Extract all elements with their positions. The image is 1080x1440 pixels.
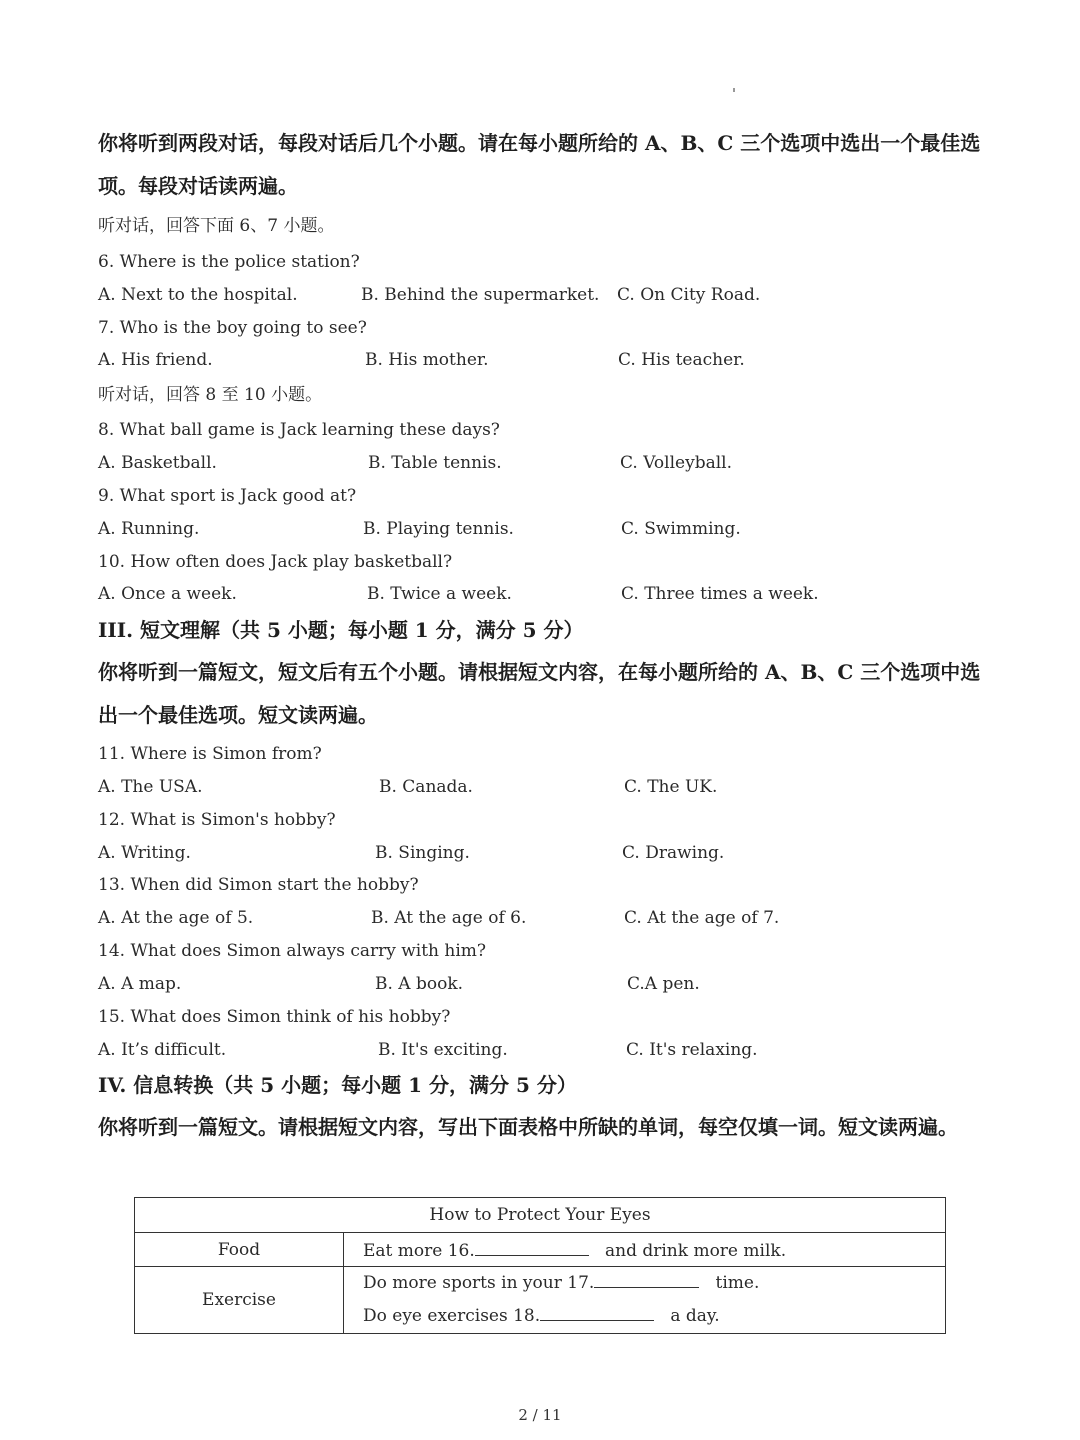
dialogue1-intro: 听对话，回答下面 6、7 小题。 (98, 216, 335, 236)
q10-option-c: C. Three times a week. (621, 584, 819, 604)
q6-option-b: B. Behind the supermarket. (361, 285, 600, 305)
section3-heading: III. 短文理解（共 5 小题；每小题 1 分，满分 5 分） (98, 618, 584, 642)
page-number: 2 / 11 (518, 1406, 562, 1424)
exercise-cell (344, 1267, 946, 1334)
food-text-pre: Eat more 16. (363, 1240, 475, 1261)
q7-option-b: B. His mother. (365, 350, 489, 370)
question-6: 6. Where is the police station? (98, 252, 360, 272)
question-8: 8. What ball game is Jack learning these days? (98, 420, 500, 440)
question-9: 9. What sport is Jack good at? (98, 486, 357, 506)
q6-option-c: C. On City Road. (617, 285, 761, 305)
q11-option-b: B. Canada. (379, 777, 473, 797)
q15-option-a: A. It’s difficult. (98, 1040, 227, 1060)
q8-option-b: B. Table tennis. (368, 453, 502, 473)
ex1-text-post: time. (715, 1273, 760, 1293)
q9-option-b: B. Playing tennis. (363, 519, 514, 539)
q9-option-c: C. Swimming. (621, 519, 741, 539)
question-12: 12. What is Simon's hobby? (98, 810, 336, 830)
q12-option-a: A. Writing. (98, 843, 191, 863)
q11-option-c: C. The UK. (624, 777, 718, 797)
q13-option-c: C. At the age of 7. (624, 908, 780, 928)
eye-protection-table (134, 1197, 946, 1334)
blank-17[interactable] (594, 1271, 699, 1288)
q9-option-a: A. Running. (98, 519, 200, 539)
q15-option-b: B. It's exciting. (378, 1040, 508, 1060)
q13-option-a: A. At the age of 5. (98, 908, 254, 928)
q14-option-a: A. A map. (98, 974, 182, 994)
section4-instruction: 你将听到一篇短文。请根据短文内容，写出下面表格中所缺的单词，每空仅填一词。短文读两遍。 (98, 1115, 958, 1139)
q8-option-c: C. Volleyball. (620, 453, 732, 473)
question-11: 11. Where is Simon from? (98, 744, 322, 764)
blank-16[interactable] (475, 1239, 589, 1256)
ex1-text-pre: Do more sports in your 17. (363, 1273, 595, 1293)
exercise-label: Exercise (135, 1267, 344, 1334)
q15-option-c: C. It's relaxing. (626, 1040, 758, 1060)
q10-option-b: B. Twice a week. (367, 584, 512, 604)
q14-option-c: C.A pen. (627, 974, 700, 994)
q11-option-a: A. The USA. (98, 777, 203, 797)
dialogue2-intro: 听对话，回答 8 至 10 小题。 (98, 385, 323, 405)
question-13: 13. When did Simon start the hobby? (98, 875, 419, 895)
q12-option-c: C. Drawing. (622, 843, 725, 863)
section3-instruction: 你将听到一篇短文，短文后有五个小题。请根据短文内容，在每小题所给的 A、B、C 三个选项中选出一个最佳选项。短文读两遍。 (98, 660, 981, 727)
ex2-text-pre: Do eye exercises 18. (363, 1306, 541, 1326)
q8-option-a: A. Basketball. (98, 453, 217, 473)
ex2-text-post: a day. (670, 1306, 720, 1326)
q7-option-a: A. His friend. (98, 350, 213, 370)
exercise-line-1 (363, 1267, 945, 1300)
food-label: Food (135, 1233, 344, 1267)
question-10: 10. How often does Jack play basketball? (98, 552, 453, 572)
q14-option-b: B. A book. (375, 974, 464, 994)
question-15: 15. What does Simon think of his hobby? (98, 1007, 451, 1027)
q6-option-a: A. Next to the hospital. (98, 285, 298, 305)
table-title: How to Protect Your Eyes (135, 1198, 946, 1233)
blank-18[interactable] (540, 1304, 654, 1321)
question-14: 14. What does Simon always carry with him? (98, 941, 487, 961)
exercise-line-2 (363, 1300, 945, 1333)
q10-option-a: A. Once a week. (98, 584, 237, 604)
question-7: 7. Who is the boy going to see? (98, 318, 367, 338)
scan-speck (733, 88, 735, 92)
section2-instruction: 你将听到两段对话，每段对话后几个小题。请在每小题所给的 A、B、C 三个选项中选出一个最佳选项。每段对话读两遍。 (98, 131, 981, 198)
section4-heading: IV. 信息转换（共 5 小题；每小题 1 分，满分 5 分） (98, 1073, 577, 1097)
q12-option-b: B. Singing. (375, 843, 470, 863)
food-cell (344, 1233, 946, 1267)
food-text-post: and drink more milk. (604, 1240, 787, 1261)
q7-option-c: C. His teacher. (618, 350, 745, 370)
q13-option-b: B. At the age of 6. (371, 908, 527, 928)
